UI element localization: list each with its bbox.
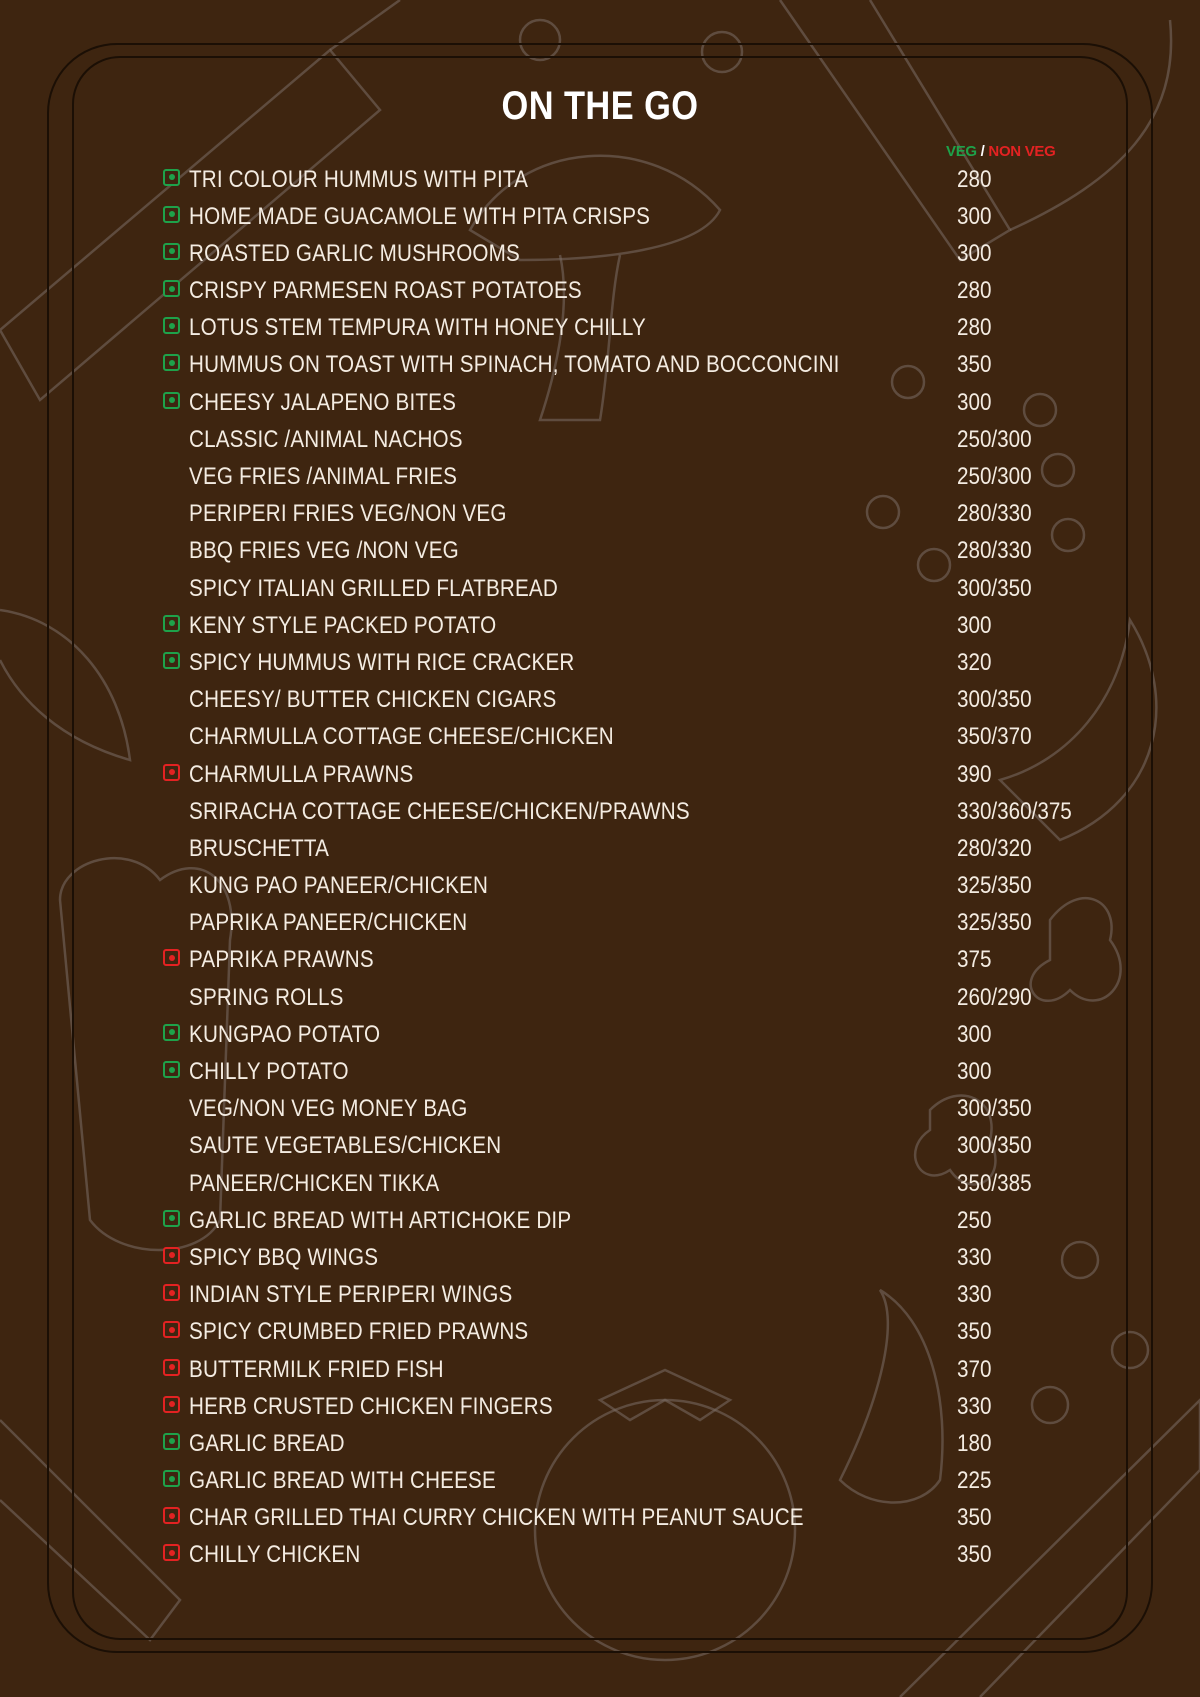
menu-item-price: 300/350 [957,1095,1032,1123]
menu-item [0,1425,1200,1462]
menu-item-price: 300/350 [957,1132,1032,1160]
menu-item-name: VEG FRIES /ANIMAL FRIES [189,463,458,490]
menu-item-price: 300 [957,611,992,639]
page-title: ON THE GO [501,84,699,128]
menu-item [0,644,1200,681]
veg-indicator-icon [163,1470,180,1487]
veg-indicator-icon [163,206,180,223]
menu-item-name: CHAR GRILLED THAI CURRY CHICKEN WITH PEANUT SAUCE [189,1504,804,1532]
menu-item-price: 300 [957,239,992,267]
nonveg-indicator-icon [163,1544,180,1561]
menu-item-name: SAUTE VEGETABLES/CHICKEN [189,1132,502,1160]
menu-item [0,793,1200,830]
legend-separator: / [980,143,985,160]
menu-item-name: HERB CRUSTED CHICKEN FINGERS [189,1392,553,1420]
menu-item-name: BBQ FRIES VEG /NON VEG [189,537,459,565]
menu-item-name: GARLIC BREAD [189,1429,345,1457]
menu-item [0,1239,1200,1276]
legend-nonveg-label: NON VEG [988,143,1056,160]
menu-item [0,421,1200,458]
menu-item [0,830,1200,867]
nonveg-indicator-icon [163,1507,180,1524]
menu-item-price: 370 [957,1355,992,1383]
menu-item-name: SPICY HUMMUS WITH RICE CRACKER [189,648,575,676]
menu-item-name: BUTTERMILK FRIED FISH [189,1355,444,1383]
menu-item [0,1462,1200,1499]
menu-item-price: 350 [957,1541,992,1569]
menu-item [0,1165,1200,1202]
menu-item-price: 225 [957,1467,992,1495]
menu-item-name: SPICY CRUMBED FRIED PRAWNS [189,1318,529,1346]
menu-item-price: 280 [957,314,992,342]
menu-item-price: 300 [957,388,992,416]
menu-item [0,495,1200,532]
menu-item-price: 180 [957,1429,992,1457]
menu-item-name: SRIRACHA COTTAGE CHEESE/CHICKEN/PRAWNS [189,797,690,825]
nonveg-indicator-icon [163,1321,180,1338]
menu-item-name: CHARMULLA PRAWNS [189,760,414,788]
menu-item [0,1536,1200,1573]
menu-item [0,904,1200,941]
menu-item [0,718,1200,755]
menu-item [0,309,1200,346]
menu-item [0,1388,1200,1425]
menu-item [0,458,1200,495]
menu-item-price: 300/350 [957,686,1032,714]
nonveg-indicator-icon [163,764,180,781]
menu-item-price: 250 [957,1206,992,1234]
menu-item-name: TRI COLOUR HUMMUS WITH PITA [189,165,529,193]
menu-item [0,607,1200,644]
menu-item-price: 260/290 [957,983,1032,1011]
menu-item-name: CHEESY/ BUTTER CHICKEN CIGARS [189,686,557,714]
menu-item-price: 280/330 [957,500,1032,528]
menu-item-price: 280 [957,277,992,305]
nonveg-indicator-icon [163,949,180,966]
veg-indicator-icon [163,354,180,371]
menu-item [0,1276,1200,1313]
menu-item-name: CRISPY PARMESEN ROAST POTATOES [189,277,582,305]
menu-item-name: CHARMULLA COTTAGE CHEESE/CHICKEN [189,723,614,751]
menu-item [0,272,1200,309]
veg-indicator-icon [163,1433,180,1450]
menu-item-name: GARLIC BREAD WITH ARTICHOKE DIP [189,1206,572,1234]
menu-item-price: 330/360/375 [957,797,1072,825]
menu-item-price: 330 [957,1392,992,1420]
menu-item-name: HOME MADE GUACAMOLE WITH PITA CRISPS [189,202,651,230]
menu-item [0,1053,1200,1090]
menu-item-name: ROASTED GARLIC MUSHROOMS [189,239,520,267]
veg-indicator-icon [163,615,180,632]
menu-item [0,161,1200,198]
menu-item-price: 390 [957,760,992,788]
menu-item-name: CHEESY JALAPENO BITES [189,388,457,416]
menu-item-name: VEG/NON VEG MONEY BAG [189,1095,468,1123]
menu-item-name: PERIPERI FRIES VEG/NON VEG [189,500,507,528]
menu-item-price: 280/320 [957,834,1032,862]
menu-item [0,1313,1200,1350]
veg-indicator-icon [163,243,180,260]
menu-item-name: SPRING ROLLS [189,983,344,1011]
menu-item-name: LOTUS STEM TEMPURA WITH HONEY CHILLY [189,314,646,342]
legend-veg-label: VEG [946,143,977,160]
nonveg-indicator-icon [163,1284,180,1301]
menu-item-name: SPICY ITALIAN GRILLED FLATBREAD [189,574,558,602]
menu-item [0,1127,1200,1164]
menu-item [0,198,1200,235]
menu-item-name: KENY STYLE PACKED POTATO [189,611,497,639]
menu-item-price: 350/385 [957,1169,1032,1197]
menu-item-price: 300/350 [957,574,1032,602]
menu-item-price: 320 [957,648,992,676]
menu-item [0,384,1200,421]
menu-item-name: PANEER/CHICKEN TIKKA [189,1169,440,1197]
menu-item-name: KUNGPAO POTATO [189,1020,381,1048]
menu-item [0,1499,1200,1536]
menu-item-price: 280 [957,165,992,193]
menu-item [0,941,1200,978]
menu-item-name: BRUSCHETTA [189,834,330,862]
menu-item-price: 300 [957,1058,992,1085]
menu-item-price: 325/350 [957,872,1032,900]
menu-item-price: 330 [957,1243,992,1271]
menu-item [0,346,1200,383]
menu-item-price: 350 [957,1504,992,1532]
menu-item [0,681,1200,718]
nonveg-indicator-icon [163,1396,180,1413]
veg-indicator-icon [163,1061,180,1078]
menu-item [0,1090,1200,1127]
menu-item [0,979,1200,1016]
menu-item [0,867,1200,904]
veg-indicator-icon [163,652,180,669]
menu-item-price: 280/330 [957,537,1032,565]
menu-item-name: CHILLY POTATO [189,1058,349,1085]
menu-item-name: GARLIC BREAD WITH CHEESE [189,1467,496,1495]
veg-indicator-icon [163,1210,180,1227]
menu-item-price: 250/300 [957,463,1032,490]
menu-item-price: 250/300 [957,425,1032,453]
menu-item-price: 350/370 [957,723,1032,751]
menu-item-name: INDIAN STYLE PERIPERI WINGS [189,1281,513,1309]
menu-item [0,235,1200,272]
menu-item-name: KUNG PAO PANEER/CHICKEN [189,872,489,900]
menu-item-price: 300 [957,202,992,230]
menu-item-price: 350 [957,351,992,379]
veg-indicator-icon [163,392,180,409]
menu-item-name: CLASSIC /ANIMAL NACHOS [189,425,463,453]
veg-indicator-icon [163,280,180,297]
menu-item-name: CHILLY CHICKEN [189,1541,361,1569]
menu-item [0,532,1200,569]
menu-item [0,1202,1200,1239]
diet-legend [946,143,1055,160]
nonveg-indicator-icon [163,1247,180,1264]
menu-item [0,756,1200,793]
menu-list [0,161,1200,1574]
menu-item-price: 300 [957,1020,992,1048]
menu-item-price: 375 [957,946,992,974]
menu-item-name: PAPRIKA PRAWNS [189,946,374,974]
menu-item-name: HUMMUS ON TOAST WITH SPINACH, TOMATO AND BOCCONCINI [189,351,840,379]
veg-indicator-icon [163,1024,180,1041]
menu-item [0,570,1200,607]
menu-item-name: SPICY BBQ WINGS [189,1243,379,1271]
nonveg-indicator-icon [163,1359,180,1376]
menu-item-price: 350 [957,1318,992,1346]
menu-item [0,1351,1200,1388]
menu-item-name: PAPRIKA PANEER/CHICKEN [189,909,468,937]
veg-indicator-icon [163,317,180,334]
menu-item [0,1016,1200,1053]
menu-item-price: 325/350 [957,909,1032,937]
veg-indicator-icon [163,169,180,186]
menu-item-price: 330 [957,1281,992,1309]
